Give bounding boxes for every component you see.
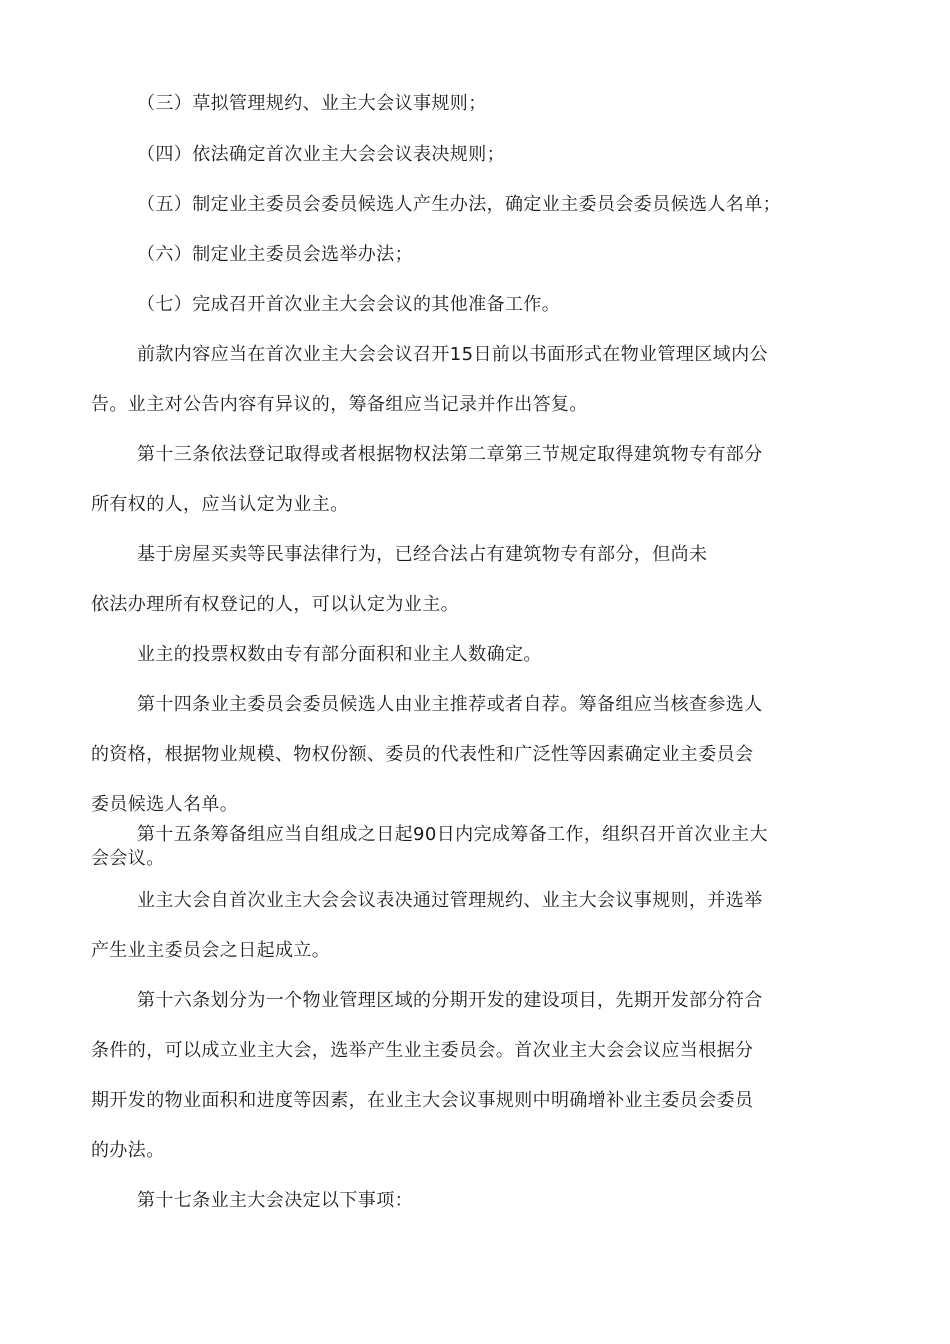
text-line: （六）制定业主委员会选举办法； — [137, 244, 413, 265]
text-line: （五）制定业主委员会委员候选人产生办法，确定业主委员会委员候选人名单； — [137, 194, 781, 215]
text-line: 第十五条筹备组应当自组成之日起90日内完成筹备工作，组织召开首次业主大 — [137, 824, 768, 845]
text-line: 第十四条业主委员会委员候选人由业主推荐或者自荐。筹备组应当核查参选人 — [137, 694, 763, 715]
text-line: 前款内容应当在首次业主大会会议召开15日前以书面形式在物业管理区域内公 — [137, 344, 768, 365]
text-line: 的资格，根据物业规模、物权份额、委员的代表性和广泛性等因素确定业主委员会 — [91, 744, 754, 765]
text-line: 业主的投票权数由专有部分面积和业主人数确定。 — [137, 644, 542, 665]
text-line: （三）草拟管理规约、业主大会议事规则； — [137, 93, 487, 114]
text-line: 告。业主对公告内容有异议的，筹备组应当记录并作出答复。 — [91, 394, 588, 415]
text-line: 的办法。 — [91, 1140, 165, 1161]
text-line: 依法办理所有权登记的人，可以认定为业主。 — [91, 594, 459, 615]
text-line: 基于房屋买卖等民事法律行为，已经合法占有建筑物专有部分，但尚未 — [137, 544, 708, 565]
text-line: （七）完成召开首次业主大会会议的其他准备工作。 — [137, 294, 561, 315]
text-line: 会会议。 — [91, 848, 165, 869]
text-line: 第十三条依法登记取得或者根据物权法第二章第三节规定取得建筑物专有部分 — [137, 444, 763, 465]
text-line: 期开发的物业面积和进度等因素，在业主大会议事规则中明确增补业主委员会委员 — [91, 1090, 754, 1111]
text-line: 所有权的人，应当认定为业主。 — [91, 494, 349, 515]
text-line: （四）依法确定首次业主大会会议表决规则； — [137, 144, 505, 165]
text-line: 条件的，可以成立业主大会，选举产生业主委员会。首次业主大会会议应当根据分 — [91, 1040, 754, 1061]
text-line: 第十六条划分为一个物业管理区域的分期开发的建设项目，先期开发部分符合 — [137, 990, 763, 1011]
text-line: 委员候选人名单。 — [91, 794, 239, 815]
text-line: 产生业主委员会之日起成立。 — [91, 940, 331, 961]
text-line: 第十七条业主大会决定以下事项： — [137, 1190, 413, 1211]
text-line: 业主大会自首次业主大会会议表决通过管理规约、业主大会议事规则，并选举 — [137, 890, 763, 911]
